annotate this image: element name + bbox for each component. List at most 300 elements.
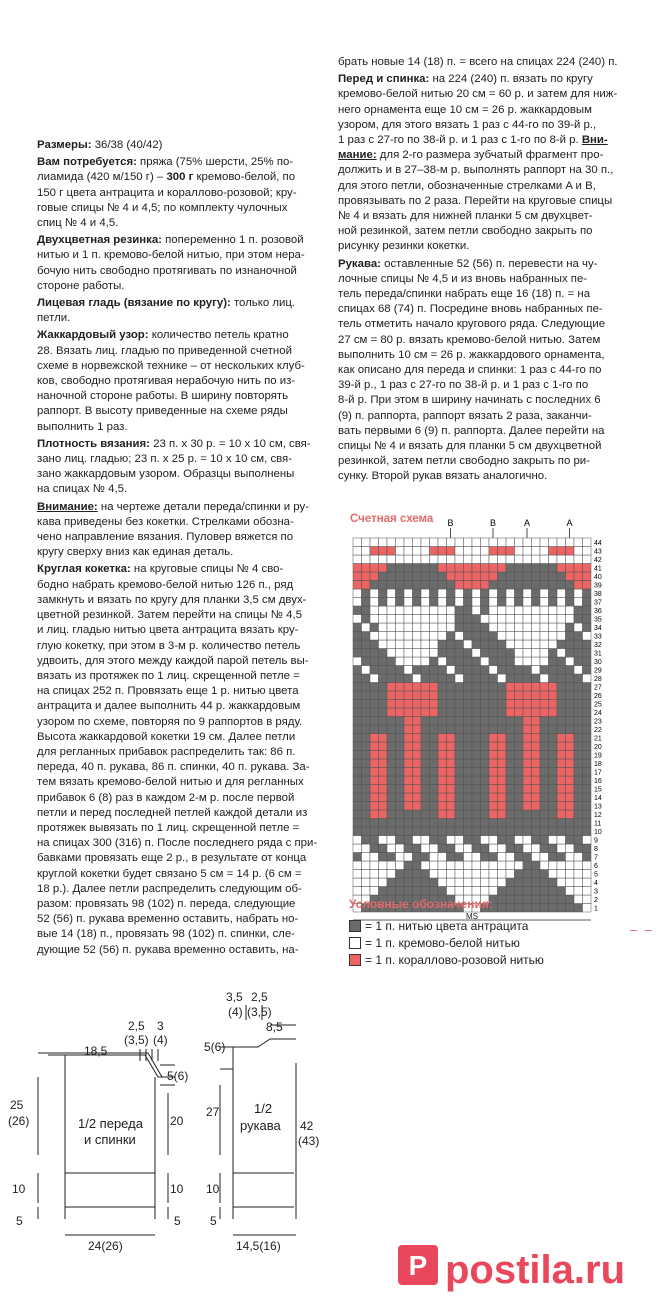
chart-cell bbox=[566, 759, 575, 768]
chart-cell bbox=[549, 708, 558, 717]
chart-marker: A bbox=[524, 518, 531, 528]
paragraph-line: тель переда/спинки набрать еще 16 (18) п. = на bbox=[338, 288, 591, 301]
chart-cell bbox=[421, 759, 430, 768]
row-number: 14 bbox=[594, 795, 602, 802]
chart-cell bbox=[515, 572, 524, 581]
chart-cell bbox=[379, 538, 388, 547]
chart-cell bbox=[498, 844, 507, 853]
chart-cell bbox=[421, 547, 430, 556]
chart-cell bbox=[566, 674, 575, 683]
chart-cell bbox=[396, 827, 405, 836]
chart-cell bbox=[421, 555, 430, 564]
chart-cell bbox=[362, 861, 371, 870]
chart-cell bbox=[404, 802, 413, 811]
chart-cell bbox=[387, 538, 396, 547]
chart-cell bbox=[455, 640, 464, 649]
paragraph-line: 1 раз с 27-го по 38-й р. и 1 раз с 1-го по 8-й р. bbox=[338, 134, 582, 147]
paragraph-line: ков, свободно протягивая нерабочую нить по из- bbox=[37, 375, 296, 388]
chart-cell bbox=[447, 708, 456, 717]
chart-cell bbox=[455, 555, 464, 564]
chart-cell bbox=[540, 836, 549, 845]
chart-cell bbox=[430, 598, 439, 607]
chart-cell bbox=[464, 649, 473, 658]
chart-cell bbox=[396, 555, 405, 564]
chart-cell bbox=[523, 632, 532, 641]
chart-cell bbox=[387, 878, 396, 887]
chart-cell bbox=[455, 844, 464, 853]
chart-cell bbox=[566, 555, 575, 564]
chart-cell bbox=[523, 589, 532, 598]
chart-cell bbox=[387, 742, 396, 751]
chart-cell bbox=[549, 844, 558, 853]
chart-cell bbox=[370, 785, 379, 794]
chart-cell bbox=[557, 623, 566, 632]
chart-cell bbox=[583, 623, 592, 632]
chart-cell bbox=[557, 785, 566, 794]
chart-cell bbox=[549, 666, 558, 675]
chart-cell bbox=[532, 632, 541, 641]
legend-label: = 1 п. нитью цвета антрацита bbox=[365, 918, 529, 933]
chart-cell bbox=[421, 776, 430, 785]
dim-label: (4) bbox=[228, 1005, 243, 1019]
chart-cell bbox=[498, 581, 507, 590]
chart-cell bbox=[481, 810, 490, 819]
chart-cell bbox=[549, 785, 558, 794]
chart-cell bbox=[523, 785, 532, 794]
chart-cell bbox=[489, 878, 498, 887]
chart-cell bbox=[583, 742, 592, 751]
chart-cell bbox=[353, 547, 362, 556]
chart-cell bbox=[498, 751, 507, 760]
chart-cell bbox=[362, 844, 371, 853]
chart-cell bbox=[404, 827, 413, 836]
chart-cell bbox=[481, 861, 490, 870]
row-number: 7 bbox=[594, 854, 598, 862]
chart-cell bbox=[489, 768, 498, 777]
chart-cell bbox=[447, 878, 456, 887]
chart-cell bbox=[447, 734, 456, 743]
paragraph-line: зано лиц. гладью; 23 п. х 25 р. = 10 х 10 см, свя- bbox=[37, 453, 293, 466]
chart-cell bbox=[481, 649, 490, 658]
paragraph-line: 52 (56) п. рукава временно оставить, набрать но- bbox=[37, 913, 299, 926]
chart-cell bbox=[379, 836, 388, 845]
chart-cell bbox=[379, 649, 388, 658]
chart-cell bbox=[353, 802, 362, 811]
chart-cell bbox=[523, 734, 532, 743]
chart-cell bbox=[438, 734, 447, 743]
chart-cell bbox=[515, 742, 524, 751]
chart-cell bbox=[438, 810, 447, 819]
chart-cell bbox=[549, 768, 558, 777]
chart-cell bbox=[353, 776, 362, 785]
chart-cell bbox=[387, 623, 396, 632]
chart-cell bbox=[472, 581, 481, 590]
chart-cell bbox=[455, 700, 464, 709]
chart-cell bbox=[481, 666, 490, 675]
chart-cell bbox=[472, 759, 481, 768]
chart-cell bbox=[387, 683, 396, 692]
chart-cell bbox=[532, 640, 541, 649]
chart-cell bbox=[472, 598, 481, 607]
chart-cell bbox=[523, 878, 532, 887]
chart-cell bbox=[557, 776, 566, 785]
chart-cell bbox=[498, 547, 507, 556]
chart-cell bbox=[574, 887, 583, 896]
chart-cell bbox=[421, 717, 430, 726]
chart-cell bbox=[362, 666, 371, 675]
chart-cell bbox=[464, 870, 473, 879]
chart-cell bbox=[523, 810, 532, 819]
chart-cell bbox=[472, 683, 481, 692]
chart-cell bbox=[396, 836, 405, 845]
chart-cell bbox=[413, 793, 422, 802]
chart-cell bbox=[498, 810, 507, 819]
chart-cell bbox=[549, 887, 558, 896]
paragraph-line: нитью и 1 п. кремово-белой нитью, при этом нера- bbox=[37, 249, 305, 262]
chart-cell bbox=[387, 785, 396, 794]
chart-cell bbox=[540, 649, 549, 658]
chart-cell bbox=[583, 793, 592, 802]
chart-cell bbox=[540, 759, 549, 768]
paragraph-line: 8-й р. При этом в ширину начинать с последних 6 bbox=[338, 394, 601, 407]
chart-cell bbox=[583, 725, 592, 734]
chart-cell bbox=[532, 751, 541, 760]
chart-cell bbox=[515, 878, 524, 887]
chart-cell bbox=[472, 878, 481, 887]
chart-cell bbox=[362, 615, 371, 624]
chart-cell bbox=[506, 589, 515, 598]
chart-cell bbox=[532, 598, 541, 607]
chart-cell bbox=[353, 572, 362, 581]
chart-cell bbox=[396, 623, 405, 632]
chart-cell bbox=[387, 589, 396, 598]
chart-cell bbox=[455, 742, 464, 751]
chart-cell bbox=[430, 870, 439, 879]
chart-cell bbox=[481, 547, 490, 556]
chart-cell bbox=[566, 742, 575, 751]
left_text-paragraph bbox=[37, 500, 320, 561]
row-number: 31 bbox=[594, 650, 602, 658]
postila-logo-icon bbox=[396, 1243, 440, 1287]
chart-cell bbox=[472, 751, 481, 760]
chart-cell bbox=[447, 700, 456, 709]
chart-cell bbox=[455, 870, 464, 879]
row-number: 25 bbox=[594, 701, 602, 709]
chart-cell bbox=[472, 547, 481, 556]
chart-cell bbox=[353, 598, 362, 607]
chart-cell bbox=[379, 887, 388, 896]
chart-cell bbox=[498, 649, 507, 658]
knitting-chart bbox=[345, 516, 613, 921]
chart-cell bbox=[549, 674, 558, 683]
chart-cell bbox=[523, 725, 532, 734]
chart-cell bbox=[498, 632, 507, 641]
chart-cell bbox=[583, 632, 592, 641]
chart-cell bbox=[413, 649, 422, 658]
chart-cell bbox=[489, 810, 498, 819]
chart-cell bbox=[447, 691, 456, 700]
chart-cell bbox=[438, 793, 447, 802]
chart-cell bbox=[515, 538, 524, 547]
chart-cell bbox=[430, 547, 439, 556]
chart-cell bbox=[506, 632, 515, 641]
chart-cell bbox=[464, 581, 473, 590]
chart-cell bbox=[540, 691, 549, 700]
chart-cell bbox=[430, 606, 439, 615]
chart-cell bbox=[472, 700, 481, 709]
chart-cell bbox=[379, 657, 388, 666]
left_text-paragraph bbox=[37, 155, 320, 231]
chart-cell bbox=[557, 547, 566, 556]
chart-cell bbox=[413, 683, 422, 692]
chart-cell bbox=[413, 810, 422, 819]
paragraph-line: наночной стороне работы. В ширину повторять bbox=[37, 390, 289, 403]
chart-cell bbox=[557, 768, 566, 777]
chart-cell bbox=[532, 717, 541, 726]
left_text-paragraph bbox=[37, 328, 320, 434]
chart-cell bbox=[489, 725, 498, 734]
chart-cell bbox=[387, 776, 396, 785]
chart-cell bbox=[566, 564, 575, 573]
chart-cell bbox=[472, 827, 481, 836]
chart-cell bbox=[557, 836, 566, 845]
chart-cell bbox=[447, 555, 456, 564]
chart-cell bbox=[532, 827, 541, 836]
chart-cell bbox=[362, 870, 371, 879]
chart-cell bbox=[481, 691, 490, 700]
chart-cell bbox=[387, 725, 396, 734]
paragraph-line: должить и в 27–38-м р. выполнять раппорт на 30 п., bbox=[338, 164, 614, 177]
chart-cell bbox=[506, 666, 515, 675]
chart-cell bbox=[430, 708, 439, 717]
chart-cell bbox=[413, 742, 422, 751]
chart-cell bbox=[447, 819, 456, 828]
chart-cell bbox=[574, 708, 583, 717]
chart-cell bbox=[404, 547, 413, 556]
paragraph-line: выполнить 1 раз. bbox=[37, 420, 128, 433]
chart-cell bbox=[438, 547, 447, 556]
chart-cell bbox=[438, 674, 447, 683]
paragraph-line: глую кокетку, при этом в 3-м р. количество петель bbox=[37, 639, 301, 652]
chart-cell bbox=[515, 751, 524, 760]
chart-cell bbox=[566, 895, 575, 904]
chart-cell bbox=[430, 827, 439, 836]
chart-cell bbox=[455, 853, 464, 862]
chart-cell bbox=[515, 844, 524, 853]
body-label: 1/2 переда bbox=[78, 1116, 143, 1131]
chart-cell bbox=[447, 827, 456, 836]
chart-cell bbox=[379, 589, 388, 598]
dim-label: 10 bbox=[170, 1182, 184, 1196]
chart-cell bbox=[413, 870, 422, 879]
chart-cell bbox=[413, 725, 422, 734]
chart-cell bbox=[396, 581, 405, 590]
chart-cell bbox=[438, 725, 447, 734]
paragraph-heading: Вни- bbox=[581, 134, 608, 147]
chart-cell bbox=[532, 742, 541, 751]
chart-cell bbox=[481, 734, 490, 743]
chart-cell bbox=[557, 564, 566, 573]
paragraph-line: спиц № 4 и 4,5. bbox=[37, 217, 119, 230]
chart-cell bbox=[574, 649, 583, 658]
chart-cell bbox=[353, 759, 362, 768]
chart-cell bbox=[430, 581, 439, 590]
chart-cell bbox=[498, 615, 507, 624]
chart-cell bbox=[506, 887, 515, 896]
chart-cell bbox=[566, 691, 575, 700]
chart-cell bbox=[353, 615, 362, 624]
chart-cell bbox=[455, 759, 464, 768]
chart-cell bbox=[540, 683, 549, 692]
chart-cell bbox=[387, 572, 396, 581]
body-label: и спинки bbox=[84, 1132, 136, 1147]
chart-cell bbox=[413, 598, 422, 607]
chart-cell bbox=[438, 785, 447, 794]
chart-cell bbox=[566, 802, 575, 811]
chart-cell bbox=[370, 836, 379, 845]
chart-cell bbox=[455, 836, 464, 845]
chart-cell bbox=[549, 819, 558, 828]
chart-cell bbox=[455, 768, 464, 777]
chart-cell bbox=[515, 623, 524, 632]
chart-cell bbox=[362, 827, 371, 836]
chart-cell bbox=[557, 572, 566, 581]
chart-cell bbox=[583, 895, 592, 904]
chart-cell bbox=[489, 564, 498, 573]
chart-cell bbox=[557, 810, 566, 819]
chart-cell bbox=[404, 674, 413, 683]
chart-cell bbox=[481, 572, 490, 581]
chart-cell bbox=[370, 887, 379, 896]
chart-cell bbox=[498, 564, 507, 573]
chart-cell bbox=[421, 606, 430, 615]
paragraph-line: него орнамента еще 10 см = 26 р. жаккардовым bbox=[338, 103, 592, 116]
chart-cell bbox=[447, 759, 456, 768]
paragraph-line: вые 14 (18) п., провязать 98 (102) п. спинки, сле- bbox=[37, 928, 295, 941]
chart-cell bbox=[438, 853, 447, 862]
chart-title: Счетная схема bbox=[350, 513, 434, 525]
chart-cell bbox=[532, 649, 541, 658]
chart-cell bbox=[379, 700, 388, 709]
paragraph-line: кава приведены без кокетки. Стрелками обозна- bbox=[37, 515, 294, 528]
chart-cell bbox=[489, 700, 498, 709]
chart-cell bbox=[396, 615, 405, 624]
row-number: 19 bbox=[594, 752, 602, 760]
row-number: 22 bbox=[594, 727, 602, 734]
chart-cell bbox=[353, 640, 362, 649]
chart-cell bbox=[379, 708, 388, 717]
chart-cell bbox=[549, 904, 558, 913]
chart-cell bbox=[430, 564, 439, 573]
chart-cell bbox=[549, 598, 558, 607]
chart-cell bbox=[506, 725, 515, 734]
chart-cell bbox=[506, 649, 515, 658]
chart-cell bbox=[574, 861, 583, 870]
chart-cell bbox=[447, 844, 456, 853]
chart-cell bbox=[430, 649, 439, 658]
chart-cell bbox=[523, 759, 532, 768]
chart-cell bbox=[549, 878, 558, 887]
chart-cell bbox=[447, 632, 456, 641]
chart-cell bbox=[370, 708, 379, 717]
chart-cell bbox=[396, 810, 405, 819]
chart-cell bbox=[353, 853, 362, 862]
chart-cell bbox=[506, 734, 515, 743]
chart-cell bbox=[413, 887, 422, 896]
chart-cell bbox=[566, 708, 575, 717]
chart-cell bbox=[549, 606, 558, 615]
chart-cell bbox=[532, 589, 541, 598]
chart-cell bbox=[438, 776, 447, 785]
chart-cell bbox=[370, 768, 379, 777]
chart-cell bbox=[523, 844, 532, 853]
chart-cell bbox=[549, 776, 558, 785]
chart-cell bbox=[481, 785, 490, 794]
chart-cell bbox=[353, 742, 362, 751]
chart-cell bbox=[421, 581, 430, 590]
chart-cell bbox=[489, 870, 498, 879]
chart-cell bbox=[523, 547, 532, 556]
chart-cell bbox=[413, 581, 422, 590]
chart-cell bbox=[396, 725, 405, 734]
chart-cell bbox=[370, 725, 379, 734]
chart-cell bbox=[583, 674, 592, 683]
chart-cell bbox=[362, 581, 371, 590]
chart-cell bbox=[362, 708, 371, 717]
chart-cell bbox=[557, 878, 566, 887]
chart-cell bbox=[472, 640, 481, 649]
chart-cell bbox=[472, 555, 481, 564]
chart-cell bbox=[404, 666, 413, 675]
chart-cell bbox=[396, 666, 405, 675]
paragraph-line: тем вязать кремово-белой нитью и для регланных bbox=[37, 776, 304, 789]
chart-cell bbox=[583, 666, 592, 675]
chart-cell bbox=[574, 802, 583, 811]
row-number: 39 bbox=[594, 582, 602, 590]
chart-cell bbox=[583, 861, 592, 870]
chart-cell bbox=[523, 615, 532, 624]
chart-cell bbox=[464, 768, 473, 777]
chart-cell bbox=[506, 793, 515, 802]
chart-cell bbox=[430, 555, 439, 564]
chart-cell bbox=[455, 887, 464, 896]
chart-cell bbox=[413, 853, 422, 862]
chart-cell bbox=[421, 683, 430, 692]
chart-cell bbox=[523, 555, 532, 564]
chart-cell bbox=[396, 691, 405, 700]
chart-cell bbox=[362, 572, 371, 581]
chart-cell bbox=[557, 708, 566, 717]
dim-label: 27 bbox=[206, 1105, 220, 1119]
chart-cell bbox=[438, 717, 447, 726]
chart-cell bbox=[506, 810, 515, 819]
paragraph-line: вязать из протяжек по 1 лиц. скрещенной петле = bbox=[37, 669, 300, 682]
chart-cell bbox=[523, 700, 532, 709]
chart-cell bbox=[413, 657, 422, 666]
chart-cell bbox=[481, 674, 490, 683]
dim-label: 5 bbox=[174, 1214, 181, 1228]
chart-cell bbox=[379, 768, 388, 777]
paragraph-heading: Жаккардовый узор: bbox=[37, 329, 149, 342]
paragraph-heading: Двухцветная резинка: bbox=[37, 234, 162, 247]
chart-cell bbox=[523, 564, 532, 573]
chart-cell bbox=[447, 776, 456, 785]
chart-cell bbox=[464, 785, 473, 794]
chart-cell bbox=[566, 581, 575, 590]
chart-cell bbox=[498, 725, 507, 734]
chart-cell bbox=[404, 632, 413, 641]
chart-cell bbox=[583, 870, 592, 879]
